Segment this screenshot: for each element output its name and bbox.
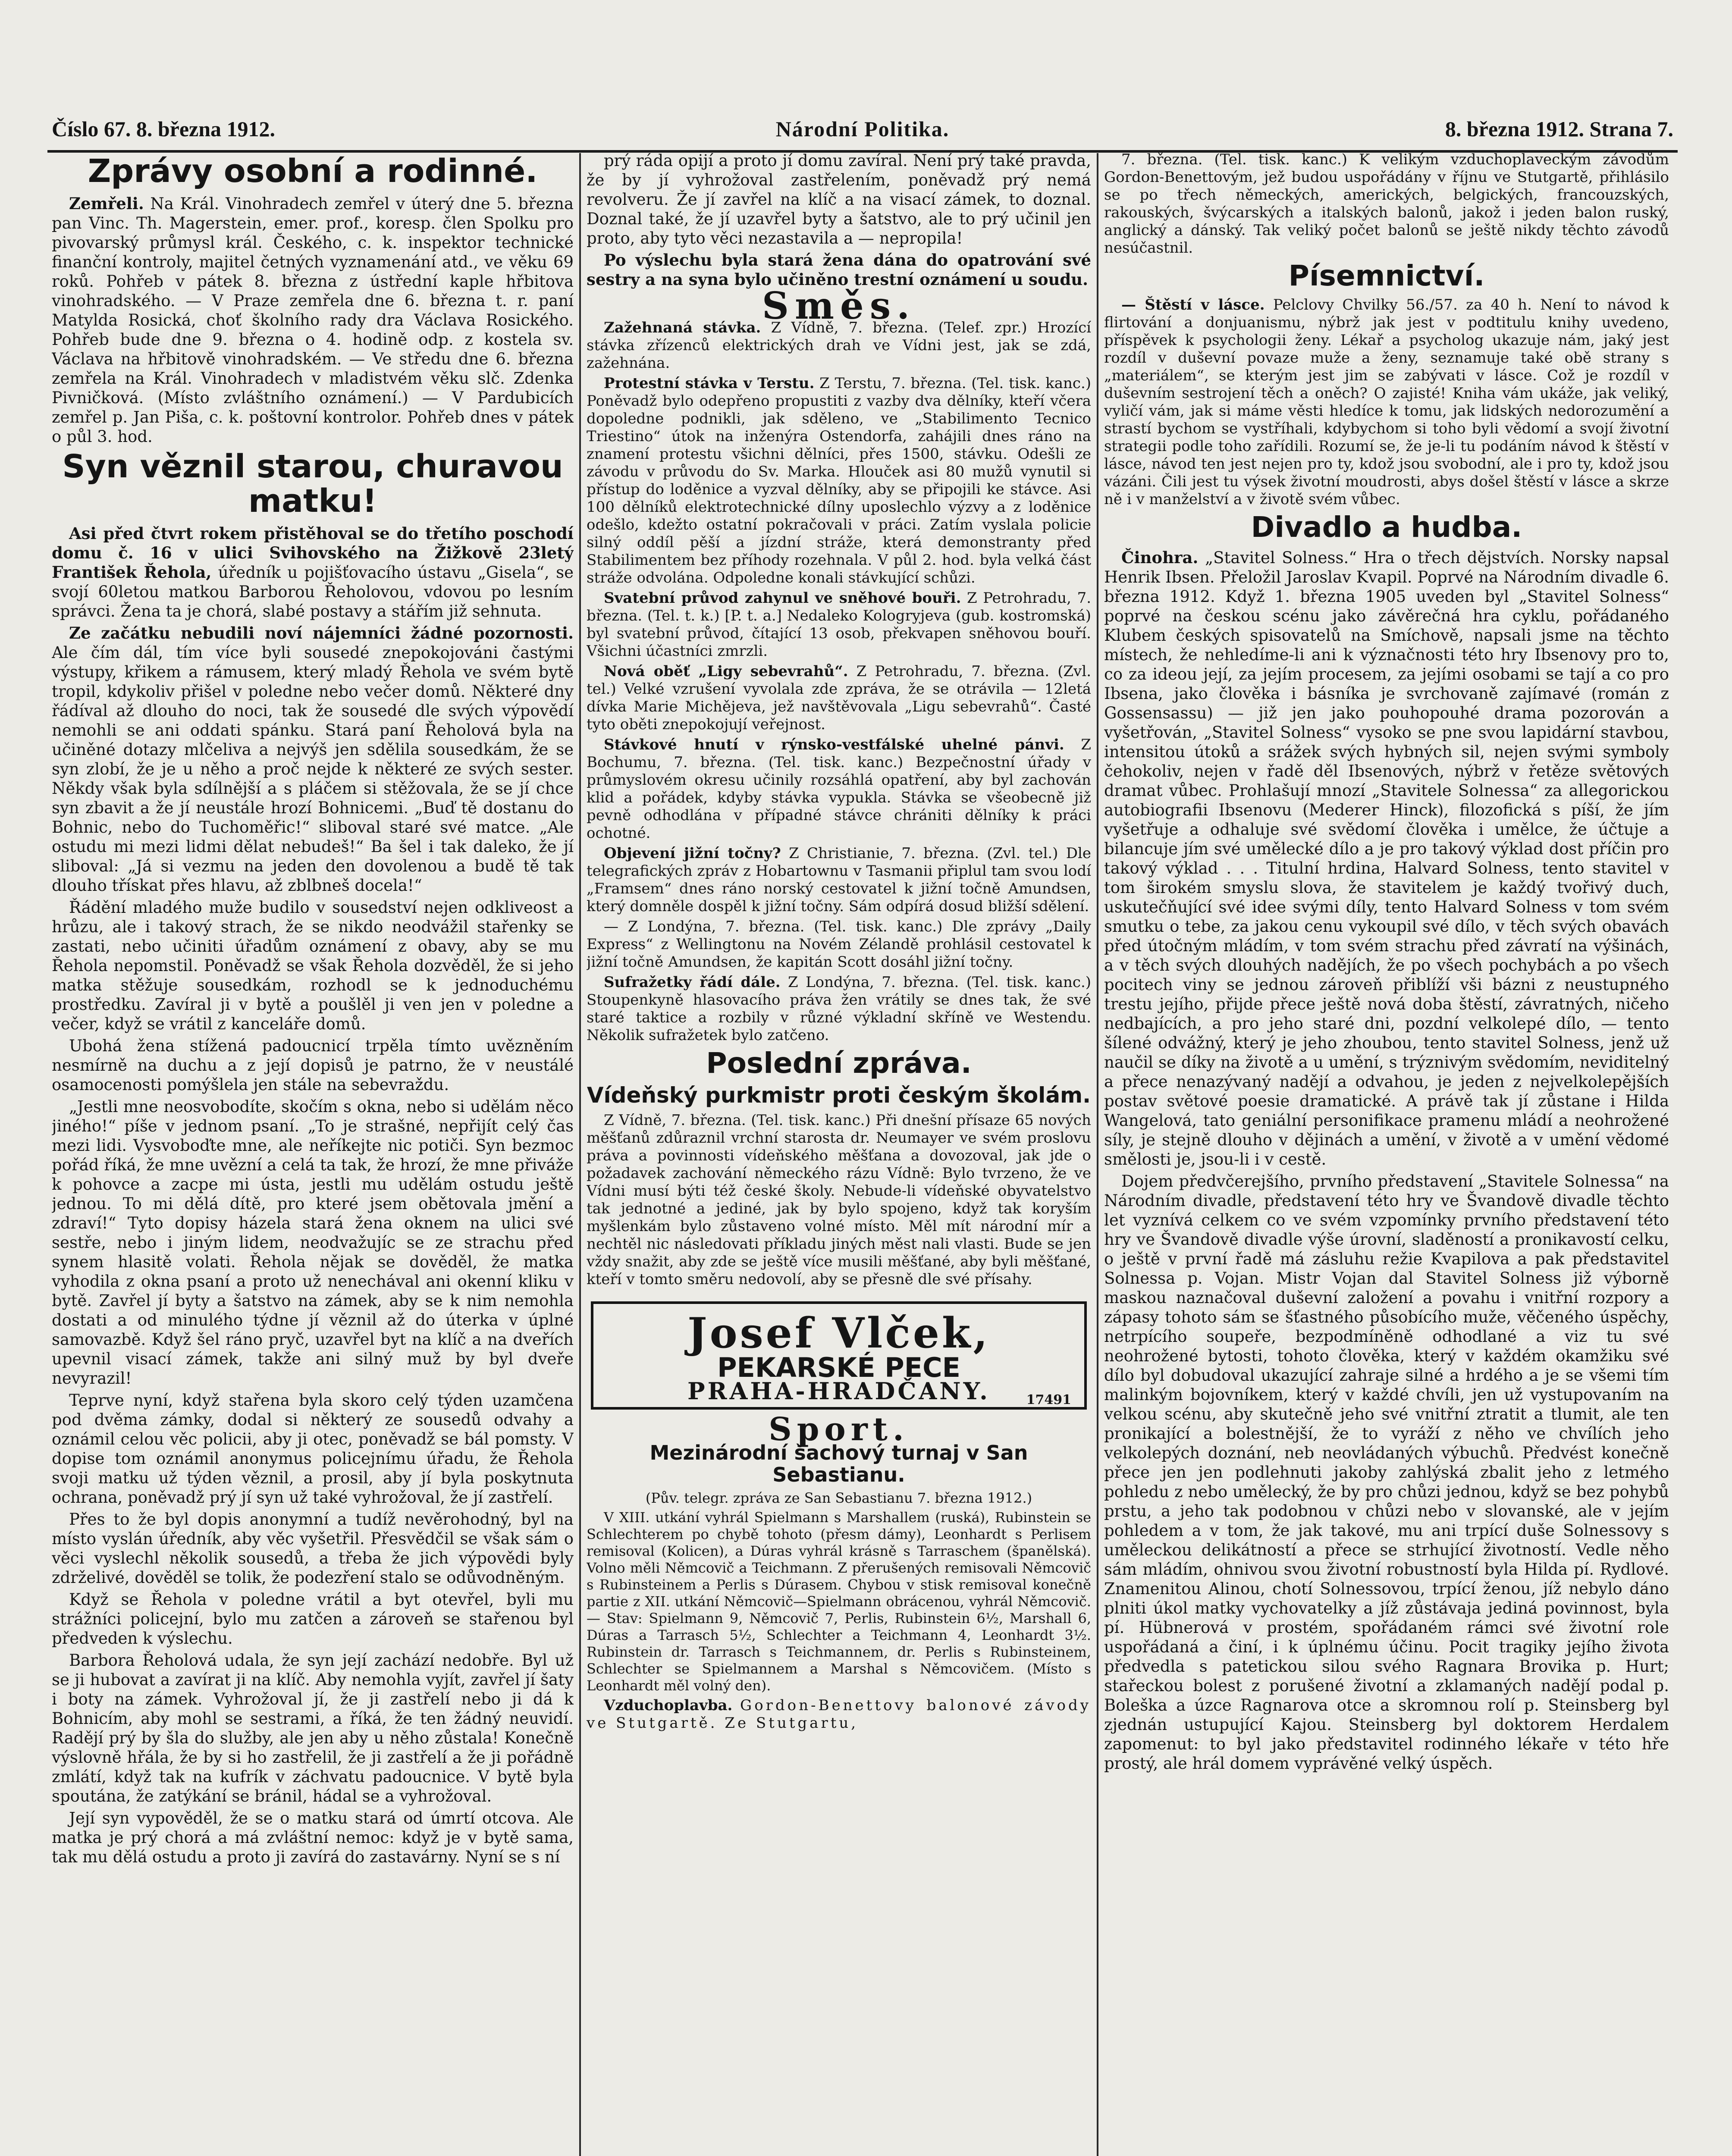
body-text: „Stavitel Solness.“ Hra o třech dějstvích. Norsky napsal Henrik Ibsen. Přeložil Jaroslav Kvapil. Poprvé na Národním divadle 6. března 1912. Když 1. března 1905 uveden byl „Stavitel Solness“ poprvé na českou scénu jako závěrečná hra cyklu, pořádaného Klubem českých spisovatelů na Smíchově, napsali jsme na těchto místech, že nehledíme-li ani k význačnosti této hry Ibsenovy pro to, co za ideou její, za jejím procesem, za jejími osobami se tají a co pro Ibsena, jako člověka i básníka je svrchovaně zajímavé (román z Gossensassu) — již jen jako pouhopouhé drama pozorován a vyšetřován, „Stavitel Solness“ vysoko se pne svou lapidární stavbou, intensitou útoků a srážek svých hybných sil, nejen svými symboly čehokoliv, nejen v řadě děl Ibsenových, nýbrž v řetěze světových dramat vůbec. Prohlašují mnozí „Stavitele Solnessa“ za allegorickou autobiografii Ibsenovu (Mederer Hinck), filozofická s píší, že jím vyšetřuje a odhaluje své svědomí člověka i umělce, že účtuje a bilancuje jím své umělecké dílo a je pro takový výklad dost příčin pro takový výklad . . . Titulní hrdina, Halvard Solness, tento stavitel v tom širokém smyslu slova, že stavitelem je každý tvořivý duch, uskutečňující své idee svými díly, tento Halvard Solness v tom svém smutku o tebe, za jakou cenu vykoupil své dílo, v těch svých obavách před útočným mládím, v tom svém strachu před závratí na výšinách, a v těch svých dlouhých nadějích, že po všech pochybách a po všech pocitech viny se jednou zároveň přiblíží vši bázni z neustupného trestu jejího, přijde přece ještě nová doba štěstí, závratných, ničeho nedbajících, a pro jeho staré dni, pozdní velkolepé dílo, — tento šílené odvážný, který je jeho zhoubou, tento stavitel Solness, jenž už naučil se díky na životě a u umění, s trýznivým svědomím, neviditelný a přece nenazývaný nadějí a odvahou, je jeden z nejvelkolepějších postav světové poesie dramatické. A právě tak jí zůstane i Hilda Wangelová, tato geniální personifikace pramenu mládí a neohrožené síly, je stejně dlouho v dějinách a umění, v životě a v umění vědomé smělosti je, jsou-li i v cestě. [1104, 548, 1669, 1169]
body-text: Z Bochumu, 7. března. (Tel. tisk. kanc.) Bezpečnostní úřady v průmyslovém okresu učinily rozsáhlá opatření, aby byl zachován klid a pořádek, kdyby stávka vypukla. Stávka se všeobecně již pevně odhodlána v případné stávce chrániti dělníky k práci ochotné. [587, 736, 1091, 842]
column-right [1104, 151, 1669, 2156]
paragraph: prý ráda opijí a proto jí domu zavíral. Není prý také pravda, že by jí vyhrožoval zastřelením, poněvadž prý nemá revolveru. Že jí zavřel na klíč a na visací zámek, to doznal. Doznal také, že jí uzavřel byty a šatstvo, ale to prý učinil jen proto, aby tyto věci nezastavila a — nepropila! [587, 151, 1091, 248]
article-headline-chess: Mezinárodní šachový turnaj v San Sebastianu. [650, 1441, 1028, 1486]
issue-number: Číslo 67. 8. března 1912. [52, 117, 276, 141]
section-title-theatre-music: Divadlo a hudba. [1251, 511, 1522, 544]
masthead-title: Národní Politika. [775, 117, 950, 141]
column-divider-left [579, 153, 581, 2156]
paragraph [52, 624, 574, 895]
body-text: Z Vídně, 7. března. (Telef. zpr.) Hrozící stávka zřízenců elektrických drah ve Vídni jest, jak se zdá, zažehnána. [587, 319, 1091, 372]
lead-text: Svatební průvod zahynul ve sněhové bouři. [604, 589, 961, 607]
paragraph: Dojem předvčerejšího, prvního představení „Stavitele Solnessa“ na Národním divadle, představení této hry ve Švandově divadle těchto let vyznívá celkem co ve svém vzpomínky prvního představení této hry ve Švandově divadle výše úrovní, sladěností a pronikavostí celku, o ještě v první řadě má zásluhu režie Kvapilova a pak představitel Solnessa p. Vojan. Mistr Vojan dal Stavitel Solness již výborně maskou naznačoval duševní založení a povahu i vnitřní rozpory a zápasy tohoto sám se šťastného působícího muže, věčeného úspěchy, netrpícího soupeře, bezpodmíněně odhodlané a viz tu své neohrožené bytosti, tohoto člověka, který v každém okamžiku své dílo byl dobudoval ukazující zahraje silné a hrdého a je se všemi tím malinkým bojovníkem, který v každé chvíli, jen už vystupovaním na velkou scénu, aby skutečně jeho své vnitřní ztratit a tlumit, ale ten pronikající a bolestnější, že to vyráží z něho ve chvílích jeho velkolepých doznání, neb neovládaných výbuchů. Předvést konečně přece jen jen podlehnuti jakoby zahlýská zbalit jeho z letmého pohledu z nebo umělecký, že by pro chůzi jednou, když se bez pohybů prstu, a jeho tak podobnou v chůzi nebo v slovanské, ale v jejím pohledem a v tom, že jak takové, mu ani trpící duše Solnessovy s uměleckou delikátností a přece se strhující životností. Vedle něho sám mládím, ohnivou svou životní robustností byla Hilda pí. Rydlové. Znamenitou Alinou, chotí Solnessovou, trpící ženou, jíž nebylo dáno plniti úkol matky vychovatelky a jíž zůstávaja jediná povinnost, byla pí. Hübnerová v prostém, spořádaném rámci své životní role uspořádaná a činí, i k úplnému účinu. Pocit tragiky jejího života předvedla s patetickou silou svého Ragnara Brovika p. Hurt; stařeckou bolest z porušené životní a zklamaných nadějí podal p. Boleška a úzce Ragnarova otce a skromnou rolí p. Steinsberg byl zjednán ustupující Kajou. Steinsberg byl doktorem Herdalem zapomenut: to byl jako představitel rodinného lékaře v této hře prostý, ale hrál domem vyprávěné velký úspěch. [1104, 1172, 1669, 1773]
body-text: Na Král. Vinohradech zemřel v úterý dne 5. března pan Vinc. Th. Magerstein, emer. prof., koresp. člen Spolku pro pivovarský průmysl král. Českého, c. k. inspektor technické finanční kontroly, majitel četných vyznamenání atd., ve věku 69 roků. Pohřeb v pátek 8. března z ústřední kaple hřbitova vinohradského. — V Praze zemřela dne 6. března t. r. paní Matylda Rosická, choť školního rady dra Václava Rosického. Pohřeb bude dne 9. března o 4. hodině odp. z kostela sv. Václava na hřbitově vinohradském. — Ve středu dne 6. března zemřela na Král. Vinohradech v mladistvém věku slč. Zdenka Pivničková. (Místo zvláštního oznámení.) — V Pardubicích zemřel p. Jan Piša, c. k. poštovní kontrolor. Pohřeb dnes v pátek o půl 3. hod. [52, 194, 574, 446]
ad-city: PRAHA-HRADČANY. [687, 1377, 990, 1405]
lead-text: Asi před čtvrt rokem přistěhoval se do třetího poschodí domu č. 16 v ulici Svihovského na Žižkově 23letý František Řehola, [52, 523, 574, 582]
lead-text: Stávkové hnutí v rýnsko-vestfálské uhelné pánvi. [604, 736, 1064, 753]
section-title-last-news: Poslední zpráva. [706, 1047, 972, 1080]
paragraph: „Jestli mne neosvobodíte, skočím s okna, nebo si udělám něco jiného!“ píše v jednom psaní. „To je strašné, nepřijít celý čas mezi lidi. Vysvoboďte mne, ale neříkejte nic potiči. Syn bezmoc pořád říká, že mne uvězní a celá ta tak, že hrozí, že mne přiváže k pohovce a zacpe mi ústa, jestli mu udělám ostudu ještě jednou. To mi dělá dítě, pro které jsem obětovala jmění a zdraví!“ Tyto dopisy házela stará žena oknem na ulici své sestře, nebo i jiným lidem, neodvažujíc se ze strachu před synem hlasitě volati. Řehola nějak se dověděl, že matka vyhodila z okna psaní a proto už nenechával ani okenní kliku v bytě. Zavřel jí byty a šatstvo na zámek, aby se k nim nemohla dostati a od minulého týdne jí věznil až do úterka v úplné samovazbě. Když šel ráno pryč, uzavřel byt na klíč a na dveřích upevnil visací zámek, takže ani silný muž by byl dveře nevyrazil! [52, 1097, 574, 1388]
body-text: Gordon-Benettovy balonové závody ve Stutgartě. Ze Stutgartu, [587, 1697, 1091, 1732]
date-and-page: 8. března 1912. Strana 7. [1445, 117, 1673, 141]
body-text: Z Petrohradu, 7. března. (Zvl. tel.) Velké vzrušení vyvolala zde zpráva, že se otrávila — 12letá dívka Marie Michějeva, jež navštěvovala „Ligu sebevrahů“. Časté tyto oběti znepokojují veřejnost. [587, 663, 1091, 733]
lead-text: Nová oběť „Ligy sebevrahů“. [604, 663, 848, 680]
news-item [587, 663, 1091, 733]
paragraph: V XIII. utkání vyhrál Spielmann s Marshallem (ruská), Rubinstein se Schlechterem po chybě tohoto (přesm dámy), Leonhardt s Perlisem remisoval (Kolicen), a Dúras vyhrál krásně s Tarraschem (španělská). Volno měli Němcovič a Teichmann. Z přerušených remisovali Němcovič s Rubinsteinem a Perlis s Dúrasem. Chybou v stisk remisoval konečně partie z XII. utkání Němcovič—Spielmann obrácenou, vyhrál Němcovič. — Stav: Spielmann 9, Němcovič 7, Perlis, Rubinstein 6½, Marshall 6, Dúras a Tarrasch 5½, Schlechter a Teichmann 4, Leonhardt 3½. Rubinstein dr. Tarrasch s Teichmannem, dr. Perlis s Rubinsteinem, Schlechter se Spielmannem a Marshal s Němcovičem. (Místo s Leonhardt měl volný den). [587, 1509, 1091, 1694]
section-title-literature: Písemnictví. [1288, 259, 1485, 292]
article-personal [52, 194, 574, 446]
body-text: Z Terstu, 7. března. (Tel. tisk. kanc.) Poněvadž bylo odepřeno propustiti z vazby dva dělníky, kteří včera dopoledne podnikli, jak sděleno, ve „Stabilimento Tecnico Triestino“ útok na inženýra Ostendorfa, zahájili dnes ráno na znamení protestu všichni dělníci, přes 1500, stávku. Odešli ze závodu v průvodu do Sv. Marka. Hlouček asi 80 mužů vynutil si přístup do loděnice a vyzval dělníky, aby se připojili ke stávce. Asi 100 dělníků elektrotechnické dílny uposlechlo výzvy a z loděnice odešlo, kdežto ostatní pokračovali v práci. Zatím vyslala policie silný oddíl pěší a jízdní stráže, která demonstranty před Stabilimentem bez příhody rozehnala. V půl 2. hod. byla velká část stráže odvolána. Odpoledne konali stávkující schůzi. [587, 375, 1091, 586]
body-text: Ale čím dál, tím více byli sousedé znepokojováni častými výstupy, křikem a rámusem, který mladý Řehola ve svém bytě tropil, kdykoliv přišel v poledne nebo večer domů. Některé dny řádíval až dlouho do noci, tak že sousedé dle svých výpovědí nemohli se ani oddati spánku. Stará paní Řeholová byla na učiněné dotazy mlčeliva a nejvýš jen sdělila sousedkám, že se syn zlobí, že je u něho a proč nejde k některé ze svých sester. Někdy však byla sdílnější a s pláčem si stěžovala, že se jí chce syn zbavit a že jí neustále hrozí Bohnicemi. „Buď tě dostanu do Bohnic, nebo do Tuchoměřic!“ sliboval staré své matce. „Ale ostudu mi mezi lidmi dělat nebudeš!“ Ba šel i tak daleko, že jí sliboval: „Já si vezmu na jeden den dovolenou a budě tě tak dlouho třískat přes hlavu, až zblbneš docela!“ [52, 643, 574, 895]
paragraph: Teprve nyní, když stařena byla skoro celý týden uzamčena pod dvěma zámky, dodal si některý ze sousedů odvahy a oznámil celou věc policii, aby ji otec, poněvadž se bál pomsty. V dopise tom oznámil anonymus policejnímu úřadu, že Řehola svoji matku už týden věznil, a prosil, aby jí byla poskytnuta ochrana, poněvadž prý jí syn už také vyhrožoval, že jí zastřelí. [52, 1391, 574, 1507]
body-text: Pelclovy Chvilky 56./57. za 40 h. Není to návod k flirtování a donjuanismu, nýbrž jak jest v podtitulu knihy uvedeno, příspěvek k psychologii ženy. Lékař a psycholog ukazuje nám, jaký jest rozdíl v duševní povaze muže a ženy, seznamuje také obě strany s „materiálem“, se kterým jest jim se zabývati v lásce. Což je rozdíl v duševním sestrojení těch a oněch? O zajisté! Kniha vám ukáže, jak veliký, vyličí vám, jak si máme věsti hledíce k tomu, jak lidských nedorozumění a strastí bychom se vystříhali, kdybychom si toho byli vědomí a svojí životní strategii podle toho zařídili. Rozumí se, že je-li tu podáním návod k štěstí v lásce, návod ten jest nejen pro ty, kdož jsou svobodní, ale i pro ty, kdož jsou vázáni. Čili jest tu výsek životní moudrosti, abys došel štěstí v lásce a skrze ně i v manželství a v životě svém vůbec. [1104, 296, 1669, 508]
column-divider-right [1097, 153, 1098, 2156]
body-text: Z Petrohradu, 7. března. (Tel. t. k.) [P. t. a.] Nedaleko Kologryjeva (gub. kostromská) byl svatební průvod, čítající 13 osob, překvapen sněhovou bouří. Všichni účastníci zmrzli. [587, 589, 1091, 660]
news-item [587, 974, 1091, 1044]
section-title-sport: Sport. [769, 1411, 909, 1448]
paragraph: Přes to že byl dopis anonymní a tudíž nevěrohodný, byl na místo vyslán úředník, aby věc vyšetřil. Přesvědčil se však sám o věci vyslechl několik sousedů, a třeba že jich výpovědi byly zdrželivé, dověděl se tolik, že podezření stalo se odůvodněným. [52, 1510, 574, 1587]
lead-text: Objevení jižní točny? [604, 845, 781, 862]
paragraph: Barbora Řeholová udala, že syn její zachází nedobře. Byl už se ji hubovat a zavírat ji na klíč. Aby nemohla vyjít, zavřel jí šaty i boty na zámek. Vyhrožoval jí, že ji zastřelí nebo ji dá k Bohnicím, aby mohl se sestrami, a říká, že ten žádný neuvidí. Radějí prý by šla do služby, ale jen aby u něho zůstala! Konečně výslovně hřála, že by si ho zastřelil, že ji zastřelí a že ji pořádně zmlátí, když tak na kufrík v záchvatu padoucnice. V bytě byla spoutána, že zatýkání se bránil, hádal se a vyhrožoval. [52, 1651, 574, 1805]
body-text: úředník u pojišťovacího ústavu „Gisela“, se svojí 60letou matkou Barborou Řeholovou, vdovou po lesním správci. Žena ta je chorá, slabé postavy a stářím již sehnuta. [52, 563, 574, 620]
lead-text: Protestní stávka v Terstu. [604, 375, 815, 392]
paragraph: Řádění mladého muže budilo v sousedství nejen odkliveost a hrůzu, ale i takový strach, že se nikdo neodvážil stařenky se zastati, nebo učiniti úřadům oznámení z obavy, aby se mu Řehola nepomstil. Poněvadž se však Řehola dozvěděl, že si jeho matka stěžuje sousedkám, rozhodl se k jednoduchému prostředku. Zavíral ji v bytě a poušlěl ji ven jen v poledne a večer, když se vrátil z kanceláře domů. [52, 898, 574, 1033]
ad-number: 17491 [1026, 1392, 1071, 1408]
lead-text: Sufražetky řádí dále. [604, 974, 781, 991]
paragraph: Z Vídně, 7. března. (Tel. tisk. kanc.) Při dnešní přísaze 65 nových měšťanů zdůraznil vrchní starosta dr. Neumayer ve svém proslovu práva a povinnosti vídeňského měšťana a dovozoval, jak jde o požadavek zachování německého rázu Vídně: Bylo tvrzeno, že ve Vídni musí býti též české školy. Nebude-li vídeňské obyvatelstvo tak jednotné a jediné, jak by bylo spojeno, když tak koryším myšlenkám bylo zůstaveno volné místo. Měl mít národní mír a nechtěl nic následovati příkladu jiných měst nali vlasti. Bude se jen vždy snažit, aby zde se ještě více musili měšťané, aby byli měšťané, kteří v tomto směru nedovolí, aby se přesně dle své přísahy. [587, 1112, 1091, 1288]
section-title-miscellany: Směs. [762, 284, 916, 328]
news-item [587, 375, 1091, 587]
paragraph: Ubohá žena stížená padoucnicí trpěla tímto uvězněním nesmírně na duchu a z její dopisů je patrno, že v neustálé osamocenosti pomýšlela jen stále na sebevraždu. [52, 1036, 574, 1094]
lead-text: Zažehnaná stávka. [604, 319, 761, 336]
column-left [52, 151, 574, 2156]
ad-company-name: Josef Vlček, [687, 1309, 990, 1358]
news-item [587, 589, 1091, 660]
body-text: Z Christianie, 7. března. (Zvl. tel.) Dle telegrafických zpráv z Hobartownu v Tasmanii připlul tam svou lodí „Framsem“ dnes ráno norský cestovatel k jižní točně Amundsen, který domněle dospěl k jižní točny. Sám odpírá dosud bližší sdělení. [587, 845, 1091, 915]
page-header [52, 116, 1673, 151]
ad-product: PEKARSKÉ PECE [717, 1352, 960, 1384]
advertisement-bakery-ovens [591, 1301, 1087, 1410]
paragraph [52, 524, 574, 621]
news-item [587, 845, 1091, 915]
lead-text: Vzduchoplavba. [604, 1697, 733, 1714]
lead-deaths: Zemřeli. [69, 194, 144, 213]
news-item [587, 319, 1091, 372]
lead-text: Ze začátku nebudili noví nájemníci žádné pozornosti. [69, 623, 574, 642]
lead-text: Činohra. [1121, 548, 1199, 567]
column-middle [587, 151, 1091, 2156]
news-item [587, 1697, 1091, 1732]
paragraph: Po výslechu byla stará žena dána do opatrování své sestry a na syna bylo učiněno trestní oznámení u soudu. [587, 251, 1091, 289]
section-title-personal: Zprávy osobní a rodinné. [88, 153, 538, 190]
paragraph: Její syn vypověděl, že se o matku stará od úmrtí otcova. Ale matka je prý chorá a má zvláštní nemoc: když je v bytě sama, tak mu dělá ostudu a proto ji zavírá do zastavárny. Nyní se s ní [52, 1808, 574, 1866]
article-headline-vienna: Vídeňský purkmistr proti českým školám. [587, 1083, 1091, 1108]
news-item: — Z Londýna, 7. března. (Tel. tisk. kanc.) Dle zprávy „Daily Express“ z Wellingtonu na Novém Zélandě prohlásil cestovatel k jižní točně Amundsen, že kapitán Scott dosáhl jižní točny. [587, 918, 1091, 971]
body-text: Z Londýna, 7. března. (Tel. tisk. kanc.) Stoupenkyně hlasovacího práva žen vrátily se dnes tak, že své staré taktice a rozbily v různé výkladní skříně ve Westendu. Několik sufražetek bylo zatčeno. [587, 974, 1091, 1044]
lead-text: — Štěstí v lásce. [1121, 296, 1265, 314]
paragraph: 7. března. (Tel. tisk. kanc.) K velikým vzduchoplaveckým závodům Gordon-Benettovým, jež budou uspořádány v říjnu ve Stutgartě, přihlásilo se po třech německých, amerických, belgických, francouzských, rakouských, švýcarských a italských balonů, jakož i jeden balon ruský, anglický a dánský. Tak veliký počet balonů se ještě nikdy těchto závodů nesúčastnil. [1104, 151, 1669, 257]
chess-source-line: (Pův. telegr. zpráva ze San Sebastianu 7. března 1912.) [645, 1490, 1032, 1507]
article-headline-son: Syn věznil starou, churavou matku! [62, 448, 563, 520]
news-item [587, 736, 1091, 842]
paragraph [1104, 296, 1669, 508]
paragraph [1104, 548, 1669, 1169]
paragraph: Když se Řehola v poledne vrátil a byt otevřel, byli mu strážníci policejní, bylo mu zatčen a zároveň se stařenou byl předveden k výslechu. [52, 1590, 574, 1648]
